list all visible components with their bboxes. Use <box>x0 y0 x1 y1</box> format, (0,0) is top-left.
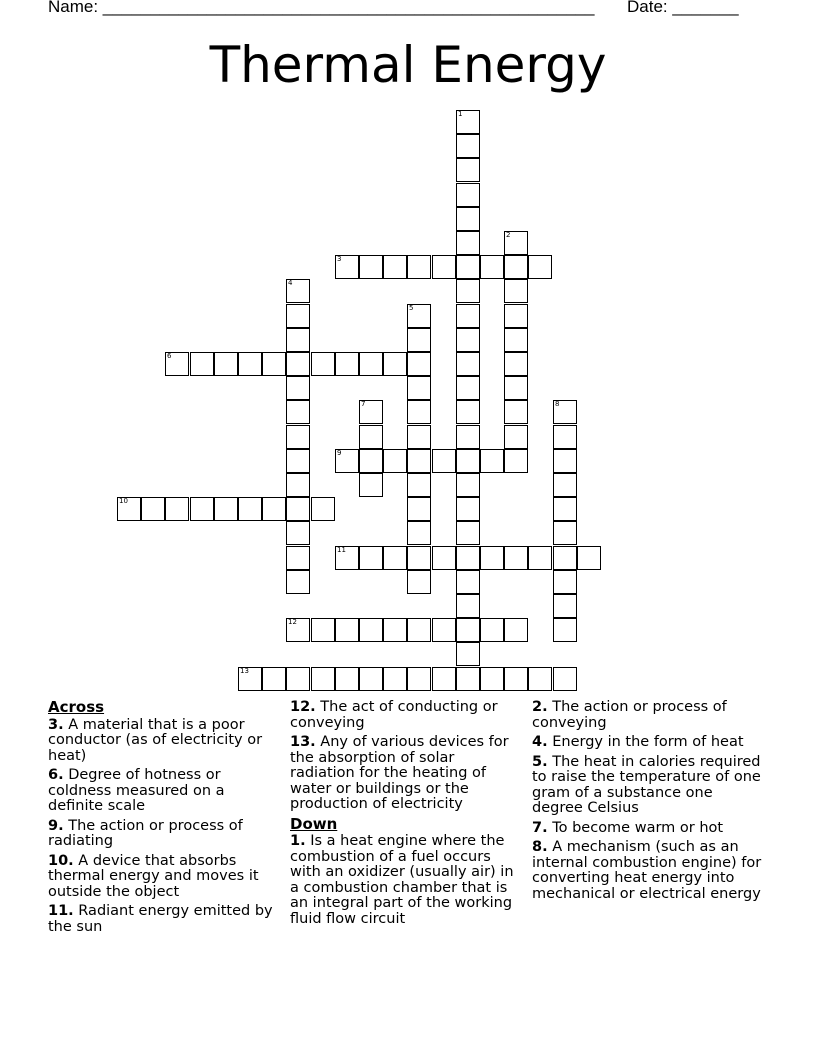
grid-cell[interactable] <box>407 618 431 642</box>
clue-across-6: 6. Degree of hotness or coldness measured on a definite scale <box>48 767 225 814</box>
grid-cell[interactable] <box>286 449 310 473</box>
clue-number: 3 <box>337 255 342 263</box>
clue-down-1: 1. Is a heat engine where the combustion of a fuel occurs with an oxidizer (usually air) in a combustion chamber that is an integral part of the working fluid flow circuit <box>290 833 514 927</box>
grid-cell[interactable] <box>262 497 286 521</box>
grid-cell[interactable] <box>456 304 480 328</box>
grid-cell[interactable] <box>383 352 407 376</box>
clues-column-1 <box>48 700 280 939</box>
grid-cell[interactable] <box>359 449 383 473</box>
grid-cell[interactable] <box>286 400 310 424</box>
grid-cell[interactable] <box>117 497 141 521</box>
grid-cell[interactable] <box>553 521 577 545</box>
grid-cell[interactable] <box>553 473 577 497</box>
grid-cell[interactable] <box>238 352 262 376</box>
grid-cell[interactable] <box>553 594 577 618</box>
grid-cell[interactable] <box>359 352 383 376</box>
grid-cell[interactable] <box>553 497 577 521</box>
grid-cell[interactable] <box>286 570 310 594</box>
clue-down-8: 8. A mechanism (such as an internal combustion engine) for converting heat energy into mechanical or electrical energy <box>532 839 762 902</box>
grid-cell[interactable] <box>504 376 528 400</box>
grid-cell[interactable] <box>359 618 383 642</box>
grid-cell[interactable] <box>238 497 262 521</box>
across-heading: Across <box>48 698 105 716</box>
clue-number: 11 <box>337 546 346 554</box>
grid-cell[interactable] <box>456 352 480 376</box>
grid-cell[interactable] <box>407 328 431 352</box>
grid-cell[interactable] <box>407 255 431 279</box>
grid-cell[interactable] <box>286 279 310 303</box>
clue-down-4: 4. Energy in the form of heat <box>532 734 744 750</box>
clue-down-5: 5. The heat in calories required to raise the temperature of one gram of a substance one degree Celsius <box>532 753 761 816</box>
grid-cell[interactable] <box>359 255 383 279</box>
grid-cell[interactable] <box>456 521 480 545</box>
grid-cell[interactable] <box>407 521 431 545</box>
grid-cell[interactable] <box>456 110 480 134</box>
grid-cell[interactable] <box>286 521 310 545</box>
clues-column-2 <box>290 700 522 931</box>
grid-cell[interactable] <box>262 352 286 376</box>
grid-cell[interactable] <box>407 400 431 424</box>
clue-across-3: 3. A material that is a poor conductor (as of electricity or heat) <box>48 716 263 764</box>
grid-cell[interactable] <box>456 255 480 279</box>
grid-cell[interactable] <box>311 497 335 521</box>
grid-cell[interactable] <box>407 473 431 497</box>
clue-down-2: 2. The action or process of conveying <box>532 699 727 731</box>
grid-cell[interactable] <box>553 618 577 642</box>
grid-cell[interactable] <box>553 667 577 691</box>
clue-number: 13 <box>240 667 249 675</box>
grid-cell[interactable] <box>407 304 431 328</box>
grid-cell[interactable] <box>407 425 431 449</box>
grid-cell[interactable] <box>504 231 528 255</box>
grid-cell[interactable] <box>214 352 238 376</box>
grid-cell[interactable] <box>335 352 359 376</box>
grid-cell[interactable] <box>286 473 310 497</box>
grid-cell[interactable] <box>383 546 407 570</box>
grid-cell[interactable] <box>359 425 383 449</box>
grid-cell[interactable] <box>456 473 480 497</box>
grid-cell[interactable] <box>407 546 431 570</box>
grid-cell[interactable] <box>504 279 528 303</box>
grid-cell[interactable] <box>504 425 528 449</box>
grid-cell[interactable] <box>528 667 552 691</box>
clue-down-7: 7. To become warm or hot <box>532 819 724 836</box>
clue-number: 9 <box>337 449 342 457</box>
grid-cell[interactable] <box>286 497 310 521</box>
grid-cell[interactable] <box>504 255 528 279</box>
grid-cell[interactable] <box>456 618 480 642</box>
grid-cell[interactable] <box>359 667 383 691</box>
grid-cell[interactable] <box>456 400 480 424</box>
clue-number: 4 <box>288 279 293 287</box>
clue-number: 5 <box>409 304 414 312</box>
grid-cell[interactable] <box>553 400 577 424</box>
grid-cell[interactable] <box>504 328 528 352</box>
grid-cell[interactable] <box>165 352 189 376</box>
grid-cell[interactable] <box>456 376 480 400</box>
grid-cell[interactable] <box>456 642 480 666</box>
grid-cell[interactable] <box>553 449 577 473</box>
grid-cell[interactable] <box>383 667 407 691</box>
grid-cell[interactable] <box>286 376 310 400</box>
grid-cell[interactable] <box>456 497 480 521</box>
grid-cell[interactable] <box>311 352 335 376</box>
down-heading: Down <box>290 814 338 833</box>
grid-cell[interactable] <box>286 546 310 570</box>
name-field-label: Name: ____________________________________________________ <box>48 0 595 16</box>
grid-cell[interactable] <box>456 134 480 158</box>
clue-number: 1 <box>458 110 463 118</box>
grid-cell[interactable] <box>456 183 480 207</box>
grid-cell[interactable] <box>432 546 456 570</box>
grid-cell[interactable] <box>504 449 528 473</box>
date-field-label: Date: _______ <box>627 0 739 16</box>
grid-cell[interactable] <box>456 207 480 231</box>
grid-cell[interactable] <box>456 449 480 473</box>
grid-cell[interactable] <box>383 618 407 642</box>
grid-cell[interactable] <box>504 352 528 376</box>
clue-across-13: 13. Any of various devices for the absorption of solar radiation for the heating of water or buildings or the production of electricity <box>290 734 509 812</box>
grid-cell[interactable] <box>504 400 528 424</box>
grid-cell[interactable] <box>286 425 310 449</box>
grid-cell[interactable] <box>528 546 552 570</box>
grid-cell[interactable] <box>286 618 310 642</box>
grid-cell[interactable] <box>286 352 310 376</box>
grid-cell[interactable] <box>553 570 577 594</box>
grid-cell[interactable] <box>504 546 528 570</box>
grid-cell[interactable] <box>504 304 528 328</box>
grid-cell[interactable] <box>407 449 431 473</box>
clue-across-12: 12. The act of conducting or conveying <box>290 699 498 731</box>
grid-cell[interactable] <box>190 352 214 376</box>
clue-number: 2 <box>506 231 511 239</box>
grid-cell[interactable] <box>190 497 214 521</box>
grid-cell[interactable] <box>456 158 480 182</box>
grid-cell[interactable] <box>480 449 504 473</box>
grid-cell[interactable] <box>335 449 359 473</box>
grid-cell[interactable] <box>456 425 480 449</box>
grid-cell[interactable] <box>335 618 359 642</box>
clue-number: 10 <box>119 497 128 505</box>
grid-cell[interactable] <box>286 667 310 691</box>
grid-cell[interactable] <box>141 497 165 521</box>
grid-cell[interactable] <box>480 667 504 691</box>
grid-cell[interactable] <box>311 667 335 691</box>
grid-cell[interactable] <box>480 255 504 279</box>
grid-cell[interactable] <box>214 497 238 521</box>
grid-cell[interactable] <box>407 570 431 594</box>
grid-cell[interactable] <box>456 546 480 570</box>
grid-cell[interactable] <box>432 618 456 642</box>
grid-cell[interactable] <box>311 618 335 642</box>
grid-cell[interactable] <box>456 328 480 352</box>
clues-column-3 <box>532 700 764 906</box>
grid-cell[interactable] <box>553 546 577 570</box>
grid-cell[interactable] <box>407 667 431 691</box>
grid-cell[interactable] <box>432 667 456 691</box>
grid-cell[interactable] <box>359 546 383 570</box>
grid-cell[interactable] <box>528 255 552 279</box>
clue-across-9: 9. The action or process of radiating <box>48 817 243 849</box>
grid-cell[interactable] <box>480 618 504 642</box>
clue-number: 12 <box>288 618 297 626</box>
grid-cell[interactable] <box>456 594 480 618</box>
clue-number: 6 <box>167 352 172 360</box>
clue-number: 7 <box>361 400 366 408</box>
grid-cell[interactable] <box>335 667 359 691</box>
grid-cell[interactable] <box>553 425 577 449</box>
grid-cell[interactable] <box>456 570 480 594</box>
grid-cell[interactable] <box>359 473 383 497</box>
clue-across-10: 10. A device that absorbs thermal energy and moves it outside the object <box>48 852 259 900</box>
grid-cell[interactable] <box>432 255 456 279</box>
grid-cell[interactable] <box>383 449 407 473</box>
grid-cell[interactable] <box>335 255 359 279</box>
grid-cell[interactable] <box>262 667 286 691</box>
grid-cell[interactable] <box>286 304 310 328</box>
clue-number: 8 <box>555 400 560 408</box>
grid-cell[interactable] <box>407 376 431 400</box>
grid-cell[interactable] <box>432 449 456 473</box>
grid-cell[interactable] <box>383 255 407 279</box>
grid-cell[interactable] <box>456 279 480 303</box>
grid-cell[interactable] <box>407 352 431 376</box>
grid-cell[interactable] <box>456 667 480 691</box>
grid-cell[interactable] <box>407 497 431 521</box>
grid-cell[interactable] <box>504 618 528 642</box>
grid-cell[interactable] <box>504 667 528 691</box>
puzzle-title: Thermal Energy <box>209 36 607 94</box>
grid-cell[interactable] <box>456 231 480 255</box>
grid-cell[interactable] <box>286 328 310 352</box>
grid-cell[interactable] <box>359 400 383 424</box>
grid-cell[interactable] <box>577 546 601 570</box>
grid-cell[interactable] <box>335 546 359 570</box>
grid-cell[interactable] <box>165 497 189 521</box>
grid-cell[interactable] <box>238 667 262 691</box>
grid-cell[interactable] <box>480 546 504 570</box>
clue-across-11: 11. Radiant energy emitted by the sun <box>48 903 273 935</box>
